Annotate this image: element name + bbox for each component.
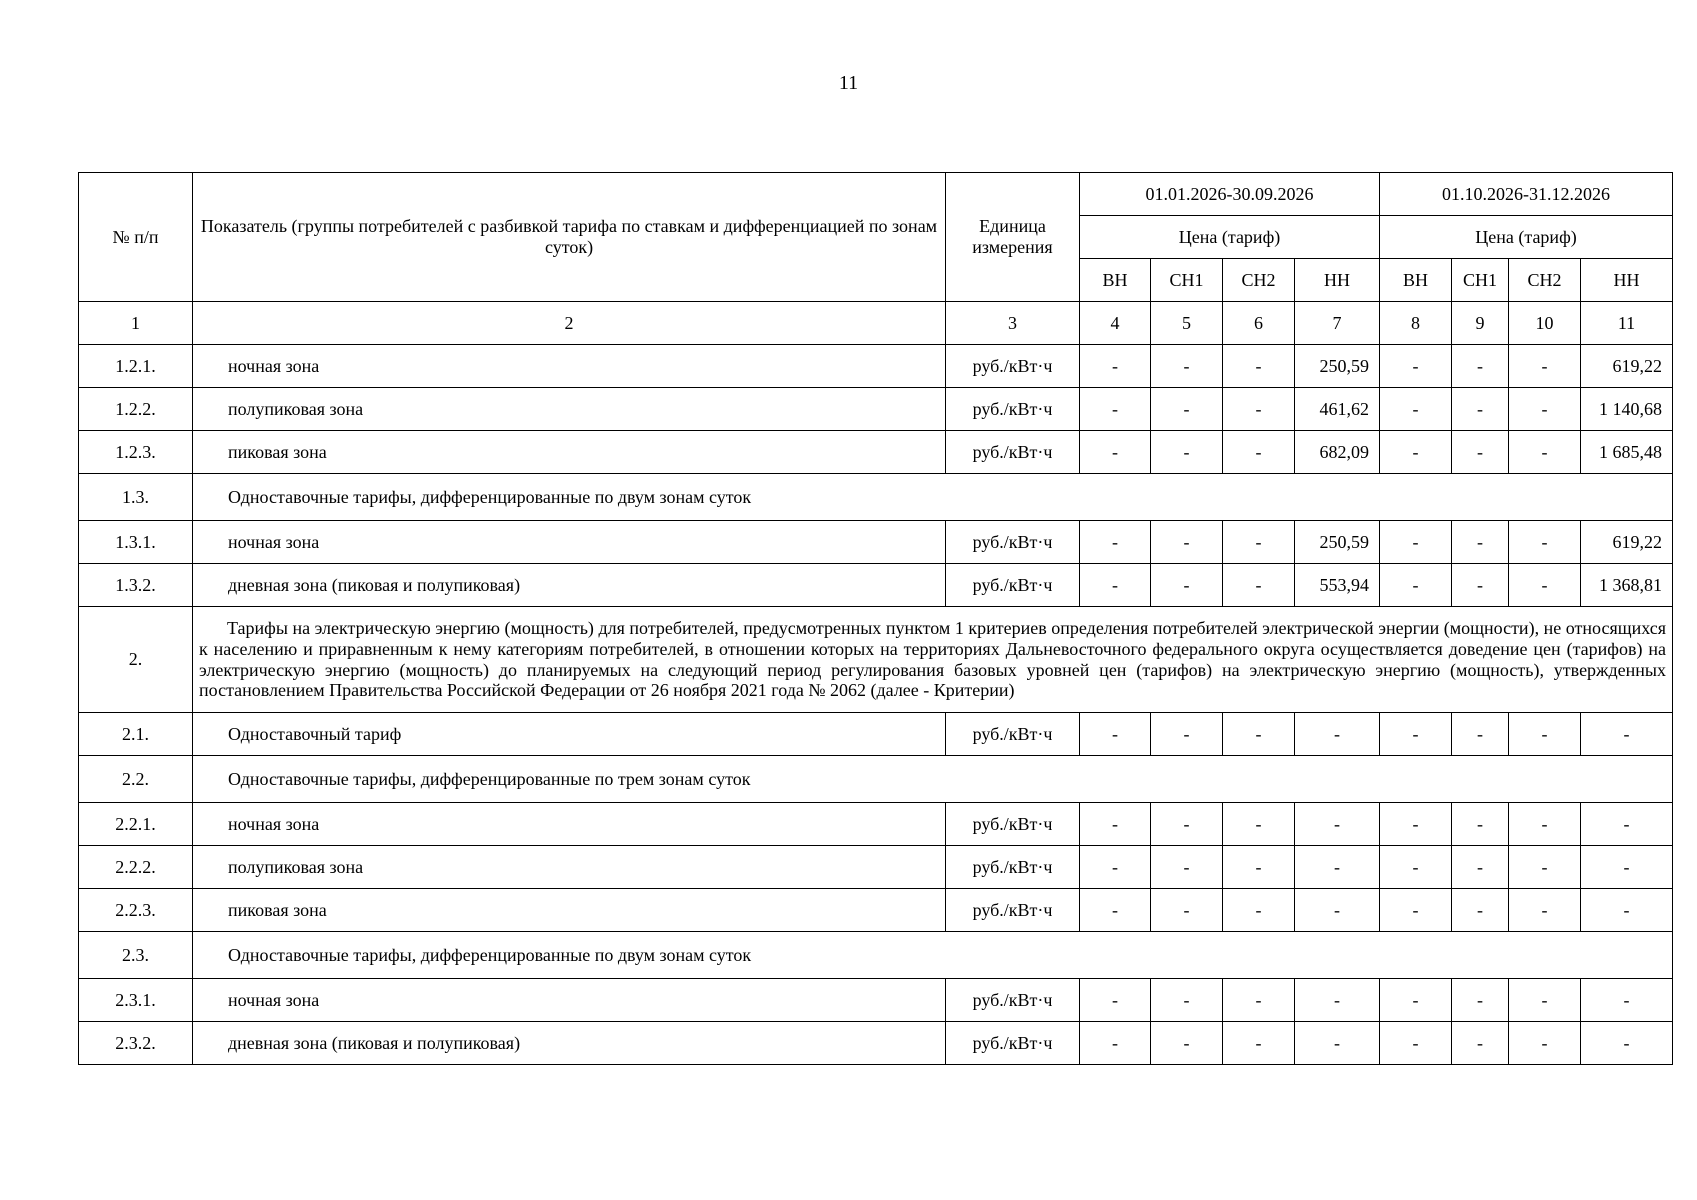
header-voltage-level: СН1 <box>1151 259 1223 302</box>
indicator-name: ночная зона <box>193 803 946 846</box>
column-number: 3 <box>946 302 1080 345</box>
tariff-value: - <box>1509 979 1581 1022</box>
indicator-name: пиковая зона <box>193 431 946 474</box>
tariff-value: - <box>1151 388 1223 431</box>
tariff-value: - <box>1380 388 1452 431</box>
unit: руб./кВт·ч <box>946 1022 1080 1065</box>
header-unit: Единица измерения <box>946 173 1080 302</box>
tariff-value: - <box>1380 846 1452 889</box>
indicator-name: пиковая зона <box>193 889 946 932</box>
row-number: 2.2. <box>79 756 193 803</box>
tariff-value: - <box>1581 1022 1673 1065</box>
tariff-value: - <box>1380 889 1452 932</box>
tariff-value: - <box>1452 803 1509 846</box>
column-number: 11 <box>1581 302 1673 345</box>
column-number: 10 <box>1509 302 1581 345</box>
header-column-numbers <box>79 302 1673 345</box>
tariff-value: - <box>1080 564 1151 607</box>
row-number: 1.3. <box>79 474 193 521</box>
tariff-value: - <box>1151 1022 1223 1065</box>
tariff-value: - <box>1080 803 1151 846</box>
section-title: Одноставочные тарифы, дифференцированные по двум зонам суток <box>193 932 1673 979</box>
row-number: 2.2.1. <box>79 803 193 846</box>
tariff-value: - <box>1380 1022 1452 1065</box>
tariff-value: 1 140,68 <box>1581 388 1673 431</box>
unit: руб./кВт·ч <box>946 345 1080 388</box>
row-number: 1.2.1. <box>79 345 193 388</box>
tariff-value: - <box>1452 979 1509 1022</box>
tariff-value: - <box>1151 713 1223 756</box>
column-number: 9 <box>1452 302 1509 345</box>
tariff-value: - <box>1452 889 1509 932</box>
table-row <box>79 846 1673 889</box>
tariff-value: - <box>1509 521 1581 564</box>
table-row <box>79 1022 1673 1065</box>
tariff-value: - <box>1223 713 1295 756</box>
indicator-name: ночная зона <box>193 345 946 388</box>
row-number: 1.2.2. <box>79 388 193 431</box>
column-number: 4 <box>1080 302 1151 345</box>
column-number: 6 <box>1223 302 1295 345</box>
tariff-value: 250,59 <box>1295 521 1380 564</box>
tariff-value: - <box>1295 713 1380 756</box>
header-period-1: 01.01.2026-30.09.2026 <box>1080 173 1380 216</box>
tariff-value: - <box>1223 345 1295 388</box>
column-number: 2 <box>193 302 946 345</box>
tariff-value: - <box>1295 1022 1380 1065</box>
tariff-value: - <box>1295 803 1380 846</box>
tariff-value: - <box>1151 979 1223 1022</box>
tariff-value: - <box>1452 846 1509 889</box>
tariff-value: - <box>1151 345 1223 388</box>
tariff-value: - <box>1080 979 1151 1022</box>
row-number: 1.2.3. <box>79 431 193 474</box>
tariff-value: - <box>1151 431 1223 474</box>
tariff-value: - <box>1509 1022 1581 1065</box>
tariff-value: - <box>1509 803 1581 846</box>
table-row <box>79 803 1673 846</box>
tariff-value: - <box>1295 979 1380 1022</box>
row-number: 1.3.2. <box>79 564 193 607</box>
tariff-value: - <box>1452 431 1509 474</box>
unit: руб./кВт·ч <box>946 713 1080 756</box>
indicator-name: ночная зона <box>193 521 946 564</box>
table-row <box>79 713 1673 756</box>
tariff-value: - <box>1223 803 1295 846</box>
indicator-name: полупиковая зона <box>193 388 946 431</box>
tariff-value: - <box>1151 521 1223 564</box>
table-row <box>79 979 1673 1022</box>
column-number: 7 <box>1295 302 1380 345</box>
header-price-2: Цена (тариф) <box>1380 216 1673 259</box>
header-voltage-level: ВН <box>1080 259 1151 302</box>
row-number: 2.2.3. <box>79 889 193 932</box>
header-number: № п/п <box>79 173 193 302</box>
indicator-name: полупиковая зона <box>193 846 946 889</box>
header-voltage-level: НН <box>1581 259 1673 302</box>
section-title: Одноставочные тарифы, дифференцированные по трем зонам суток <box>193 756 1673 803</box>
tariff-value: - <box>1295 889 1380 932</box>
tariff-value: - <box>1452 388 1509 431</box>
table-row <box>79 521 1673 564</box>
tariff-value: - <box>1509 713 1581 756</box>
tariff-value: - <box>1223 564 1295 607</box>
column-number: 8 <box>1380 302 1452 345</box>
tariff-value: - <box>1452 713 1509 756</box>
tariff-value: - <box>1380 803 1452 846</box>
tariff-value: - <box>1380 979 1452 1022</box>
indicator-name: дневная зона (пиковая и полупиковая) <box>193 564 946 607</box>
table-row <box>79 388 1673 431</box>
tariff-value: - <box>1151 846 1223 889</box>
unit: руб./кВт·ч <box>946 889 1080 932</box>
tariff-value: - <box>1509 388 1581 431</box>
row-number: 2.2.2. <box>79 846 193 889</box>
unit: руб./кВт·ч <box>946 521 1080 564</box>
tariff-value: - <box>1509 846 1581 889</box>
header-voltage-level: ВН <box>1380 259 1452 302</box>
tariff-value: 619,22 <box>1581 345 1673 388</box>
tariff-value: - <box>1080 713 1151 756</box>
column-number: 1 <box>79 302 193 345</box>
table-header <box>79 173 1673 345</box>
table-row <box>79 474 1673 521</box>
tariff-value: - <box>1080 388 1151 431</box>
page-number: 11 <box>838 72 859 94</box>
tariff-value: - <box>1509 889 1581 932</box>
tariff-value: - <box>1223 846 1295 889</box>
tariff-value: - <box>1380 521 1452 564</box>
row-number: 2.1. <box>79 713 193 756</box>
tariff-value: 619,22 <box>1581 521 1673 564</box>
tariff-value: - <box>1223 388 1295 431</box>
tariff-value: - <box>1380 431 1452 474</box>
unit: руб./кВт·ч <box>946 564 1080 607</box>
header-indicator: Показатель (группы потребителей с разбивкой тарифа по ставкам и дифференциацией по зонам суток) <box>193 173 946 302</box>
tariff-value: - <box>1080 345 1151 388</box>
tariff-table <box>78 172 1673 1065</box>
tariff-value: 1 368,81 <box>1581 564 1673 607</box>
tariff-value: 250,59 <box>1295 345 1380 388</box>
tariff-value: 1 685,48 <box>1581 431 1673 474</box>
header-period-2: 01.10.2026-31.12.2026 <box>1380 173 1673 216</box>
table-row <box>79 607 1673 713</box>
tariff-value: - <box>1380 345 1452 388</box>
tariff-value: - <box>1380 713 1452 756</box>
tariff-value: - <box>1452 521 1509 564</box>
row-number: 2.3. <box>79 932 193 979</box>
row-number: 2.3.1. <box>79 979 193 1022</box>
header-voltage-level: СН1 <box>1452 259 1509 302</box>
section-description: Тарифы на электрическую энергию (мощность) для потребителей, предусмотренных пунктом 1 критериев определения потребителей электрической энергии (мощности), не относящихся к населению и приравненным к нему категориям потребителей, в отношении которых на территориях Дальневосточного федерального округа осуществляется доведение цен (тарифов) на электрическую энергию (мощность) до планируемых на следующий период регулирования базовых уровней цен (тарифов) на электрическую энергию (мощность), утвержденных постановлением Правительства Российской Федерации от 26 ноября 2021 года № 2062 (далее - Критерии) <box>193 607 1673 713</box>
tariff-value: - <box>1080 889 1151 932</box>
header-voltage-level: СН2 <box>1223 259 1295 302</box>
header-voltage-level: НН <box>1295 259 1380 302</box>
tariff-value: - <box>1380 564 1452 607</box>
table-row <box>79 756 1673 803</box>
tariff-value: - <box>1452 345 1509 388</box>
tariff-value: - <box>1223 431 1295 474</box>
tariff-value: - <box>1581 889 1673 932</box>
unit: руб./кВт·ч <box>946 388 1080 431</box>
table-row <box>79 932 1673 979</box>
tariff-value: 682,09 <box>1295 431 1380 474</box>
indicator-name: Одноставочный тариф <box>193 713 946 756</box>
tariff-value: - <box>1581 803 1673 846</box>
tariff-value: - <box>1452 564 1509 607</box>
column-number: 5 <box>1151 302 1223 345</box>
row-number: 2.3.2. <box>79 1022 193 1065</box>
tariff-value: - <box>1581 979 1673 1022</box>
unit: руб./кВт·ч <box>946 979 1080 1022</box>
tariff-value: - <box>1151 803 1223 846</box>
tariff-value: - <box>1452 1022 1509 1065</box>
row-number: 2. <box>79 607 193 713</box>
tariff-value: 553,94 <box>1295 564 1380 607</box>
tariff-value: - <box>1581 846 1673 889</box>
table-row <box>79 889 1673 932</box>
indicator-name: дневная зона (пиковая и полупиковая) <box>193 1022 946 1065</box>
tariff-value: - <box>1223 889 1295 932</box>
header-price-1: Цена (тариф) <box>1080 216 1380 259</box>
tariff-value: - <box>1223 1022 1295 1065</box>
tariff-value: - <box>1509 345 1581 388</box>
table-body <box>79 345 1673 1065</box>
tariff-value: - <box>1080 521 1151 564</box>
unit: руб./кВт·ч <box>946 846 1080 889</box>
tariff-value: - <box>1080 846 1151 889</box>
tariff-value: - <box>1509 431 1581 474</box>
header-voltage-level: СН2 <box>1509 259 1581 302</box>
tariff-value: - <box>1223 521 1295 564</box>
tariff-value: - <box>1151 889 1223 932</box>
table-row <box>79 431 1673 474</box>
tariff-value: - <box>1151 564 1223 607</box>
tariff-value: - <box>1223 979 1295 1022</box>
tariff-value: - <box>1509 564 1581 607</box>
tariff-value: - <box>1080 1022 1151 1065</box>
table-row <box>79 345 1673 388</box>
tariff-value: - <box>1080 431 1151 474</box>
table-row <box>79 564 1673 607</box>
indicator-name: ночная зона <box>193 979 946 1022</box>
unit: руб./кВт·ч <box>946 803 1080 846</box>
tariff-value: - <box>1295 846 1380 889</box>
row-number: 1.3.1. <box>79 521 193 564</box>
tariff-value: - <box>1581 713 1673 756</box>
tariff-value: 461,62 <box>1295 388 1380 431</box>
section-title: Одноставочные тарифы, дифференцированные по двум зонам суток <box>193 474 1673 521</box>
unit: руб./кВт·ч <box>946 431 1080 474</box>
